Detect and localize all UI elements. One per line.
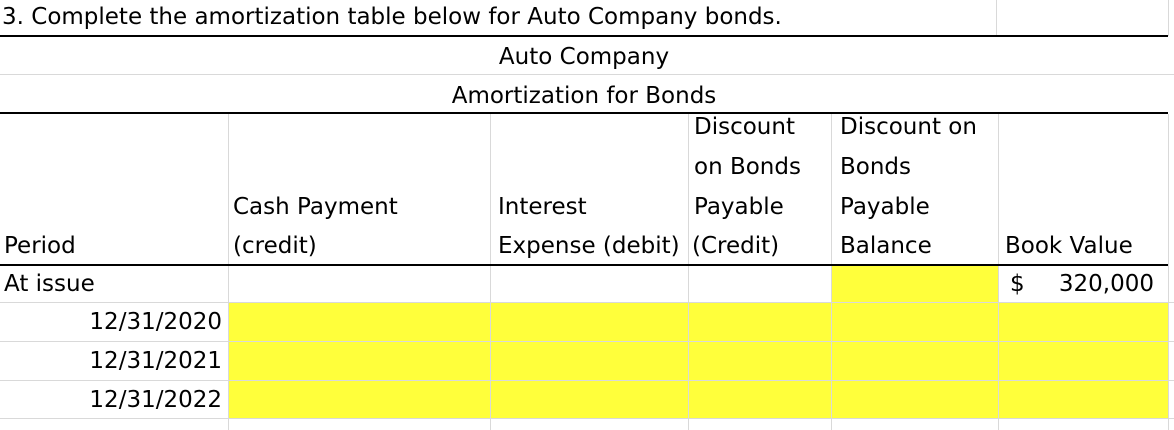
instruction-text: 3. Complete the amortization table below for Auto Company bonds. <box>2 4 782 30</box>
header-balance-line3: Payable <box>840 194 930 220</box>
row-period-2020: 12/31/2020 <box>89 309 222 335</box>
header-discount-line4: (Credit) <box>692 233 780 259</box>
row-period-at-issue: At issue <box>4 271 95 297</box>
row-period-2021: 12/31/2021 <box>89 348 222 374</box>
table-title: Amortization for Bonds <box>451 83 717 109</box>
header-interest-line2: Expense (debit) <box>498 233 680 259</box>
header-balance-line2: Bonds <box>840 154 912 180</box>
header-discount-line2: on Bonds <box>694 154 801 180</box>
header-balance-line4: Balance <box>840 233 932 259</box>
header-discount-line3: Payable <box>694 194 784 220</box>
header-book-value: Book Value <box>1005 233 1133 259</box>
header-balance-line1: Discount on <box>840 114 977 140</box>
header-period: Period <box>4 233 76 259</box>
balance-at-issue-input[interactable] <box>832 265 998 302</box>
book-value-at-issue: 320,000 <box>1058 271 1154 297</box>
header-cash-line1: Cash Payment <box>233 194 398 220</box>
row-period-2022: 12/31/2022 <box>89 387 222 413</box>
answer-area-input[interactable] <box>228 302 1168 418</box>
header-discount-line1: Discount <box>694 114 795 140</box>
header-interest-line1: Interest <box>498 194 587 220</box>
book-value-currency: $ <box>1010 271 1025 297</box>
header-cash-line2: (credit) <box>233 233 317 259</box>
company-name: Auto Company <box>498 44 670 70</box>
